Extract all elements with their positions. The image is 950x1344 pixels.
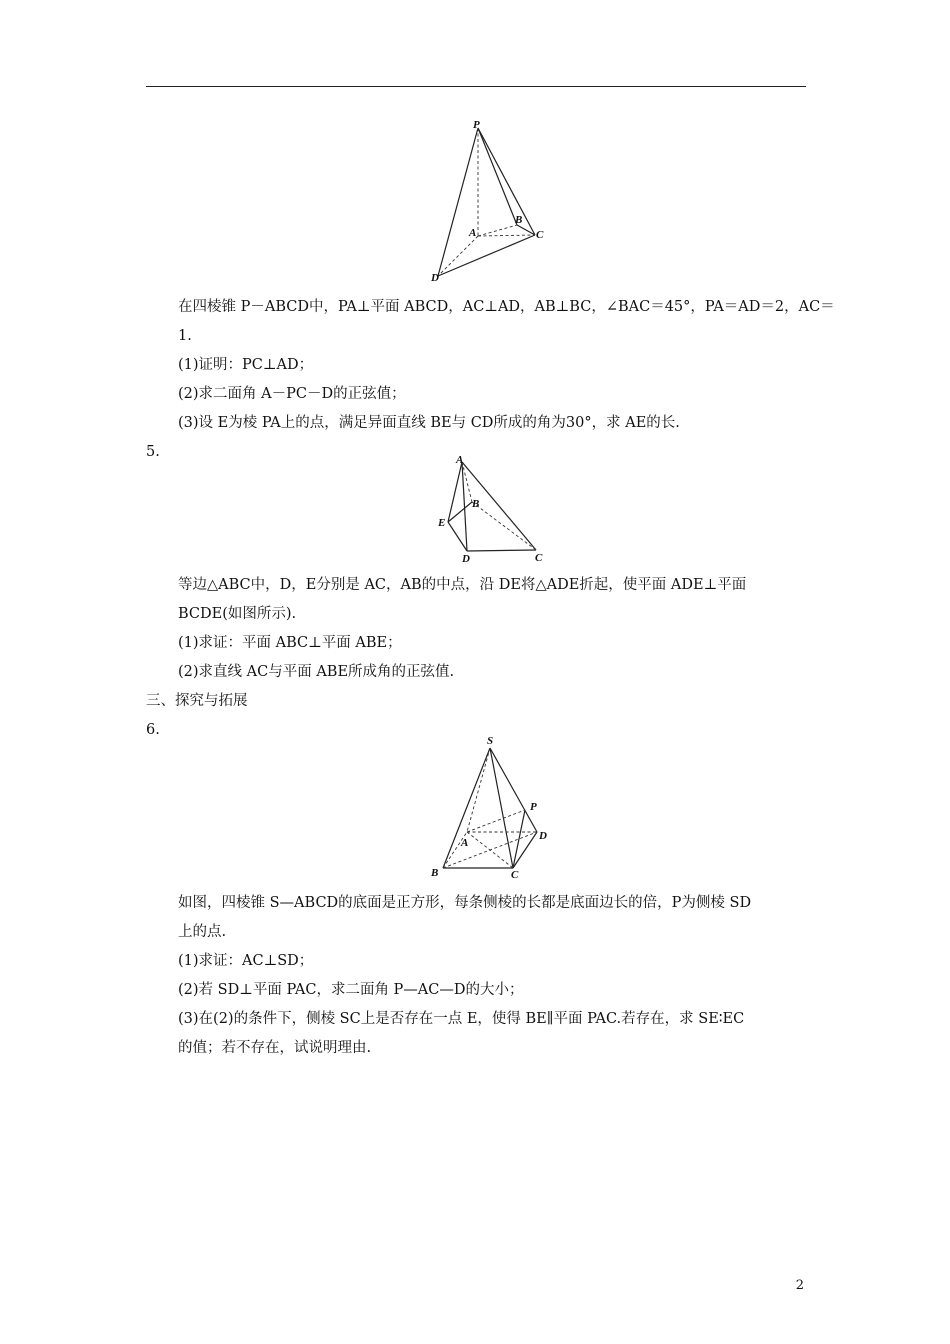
label-d: D	[462, 553, 470, 565]
label-a: A	[461, 837, 469, 849]
figure-pyramid-s-abcd	[425, 730, 560, 880]
figure-folded-triangle	[432, 452, 552, 567]
figure-pyramid-p-abcd	[425, 118, 555, 288]
p5-stem-line2: BCDE(如图所示).	[178, 606, 297, 622]
p6-question1: (1)求证：AC⊥SD；	[178, 953, 314, 969]
p6-question2: (2)若 SD⊥平面 PAC，求二面角 P—AC—D的大小；	[178, 982, 524, 998]
label-b: B	[431, 867, 439, 879]
label-e: E	[438, 517, 446, 529]
p5-stem-line1: 等边△ABC中，D，E分别是 AC，AB的中点，沿 DE将△ADE折起，使平面 ADE⊥平面	[178, 577, 747, 593]
label-a: A	[456, 454, 464, 466]
p6-question3-line1: (3)在(2)的条件下，侧棱 SC上是否存在一点 E，使得 BE∥平面 PAC.若存在，求 SE∶EC	[178, 1011, 745, 1027]
p6-stem-line1: 如图，四棱锥 S—ABCD的底面是正方形，每条侧棱的长都是底面边长的倍，P为侧棱 SD	[178, 895, 752, 911]
p4-stem-line2: 1.	[178, 328, 192, 344]
label-a: A	[469, 227, 477, 239]
p4-question2: (2)求二面角 A－PC－D的正弦值；	[178, 386, 406, 402]
label-c: C	[511, 869, 519, 880]
p4-stem-line1: 在四棱锥 P－ABCD中，PA⊥平面 ABCD，AC⊥AD，AB⊥BC，∠BAC＝45°，PA＝AD＝2，AC＝	[178, 299, 835, 315]
section-title: 三、探究与拓展	[146, 693, 248, 709]
label-d: D	[431, 272, 439, 284]
label-b: B	[472, 498, 480, 510]
label-c: C	[536, 229, 544, 241]
p6-number: 6.	[146, 722, 160, 738]
p5-question2: (2)求直线 AC与平面 ABE所成角的正弦值.	[178, 664, 455, 680]
p4-question3: (3)设 E为棱 PA上的点，满足异面直线 BE与 CD所成的角为30°，求 AE的长.	[178, 415, 680, 431]
label-p: P	[473, 119, 480, 131]
label-d: D	[539, 830, 547, 842]
header-rule	[146, 86, 806, 87]
label-c: C	[535, 552, 543, 564]
p6-stem-line2: 上的点.	[178, 924, 227, 940]
p6-question3-line2: 的值；若不存在，试说明理由.	[178, 1040, 372, 1056]
label-b: B	[515, 214, 523, 226]
p5-question1: (1)求证：平面 ABC⊥平面 ABE；	[178, 635, 402, 651]
p4-question1: (1)证明：PC⊥AD；	[178, 357, 314, 373]
page-number: 2	[795, 1278, 804, 1293]
label-p: P	[530, 801, 537, 813]
label-s: S	[487, 735, 494, 747]
p5-number: 5.	[146, 444, 160, 460]
